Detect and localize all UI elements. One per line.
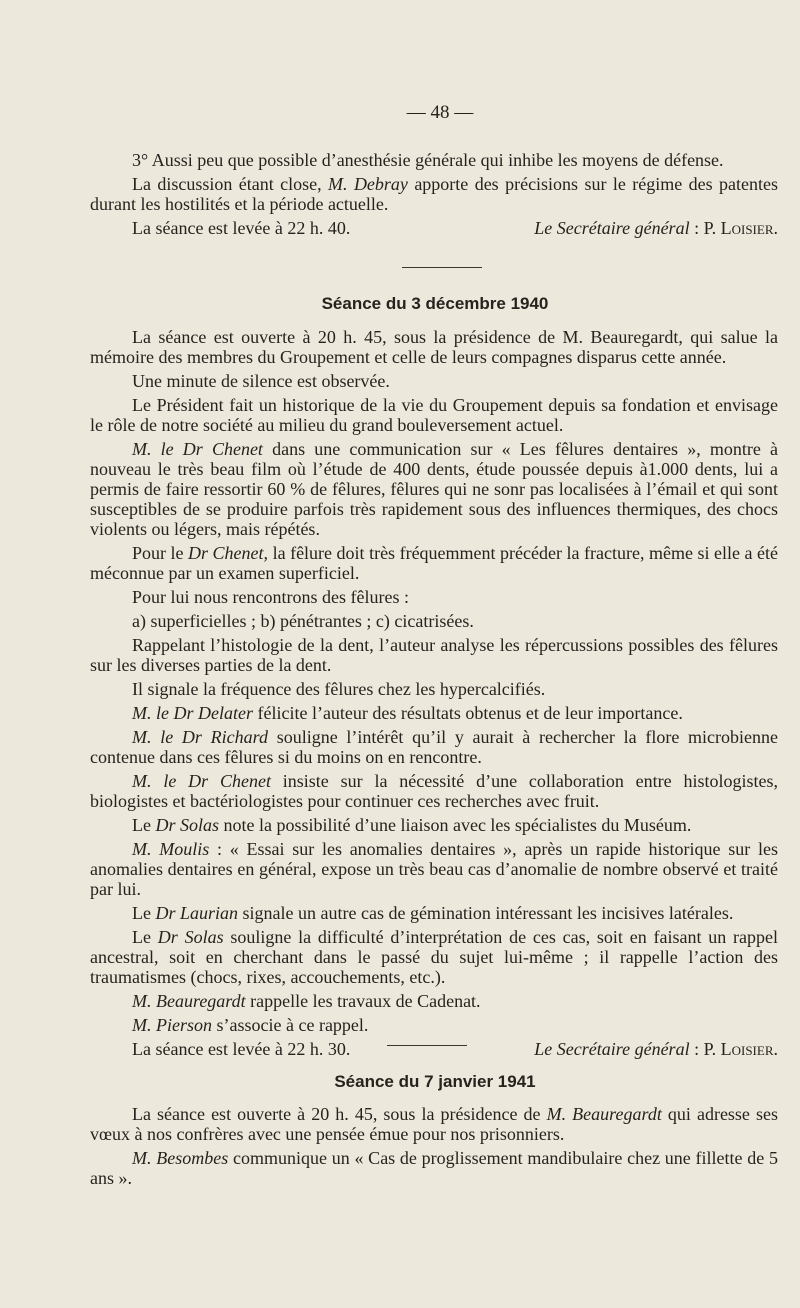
paragraph: M. Moulis : « Essai sur les anomalies dentaires », après un rapide historique sur les anomalies dentaires en général, expose un très beau cas d’anomalie de nombre observé et traité par lui. bbox=[90, 839, 779, 899]
paragraph: Le Dr Solas souligne la difficulté d’interprétation de ces cas, soit en faisant un rappel ancestral, soit en cherchant dans le passé du sujet lui-même ; il rappelle l’action des traumatismes (chocs, rixes, accouchements, etc.). bbox=[90, 927, 778, 987]
paragraph: Pour le Dr Chenet, la fêlure doit très fréquemment précéder la fracture, même si elle a été méconnue par un examen superficiel. bbox=[90, 543, 778, 583]
paragraph: M. le Dr Delater félicite l’auteur des résultats obtenus et de leur importance. bbox=[132, 703, 683, 723]
closing-time: La séance est levée à 22 h. 30. bbox=[132, 1039, 351, 1059]
paragraph: Il signale la fréquence des fêlures chez les hypercalcifiés. bbox=[132, 679, 546, 699]
paragraph: M. le Dr Chenet insiste sur la nécessité d’une collaboration entre histologistes, biologistes et bactériologistes pour continuer ces recherches avec fruit. bbox=[90, 771, 778, 811]
paragraph: La discussion étant close, M. Debray apporte des précisions sur le régime des patentes durant les hostilités et la période actuelle. bbox=[90, 174, 778, 214]
closing-line bbox=[90, 218, 778, 238]
session-january-1941 bbox=[90, 1104, 778, 1192]
previous-session-end bbox=[90, 150, 778, 242]
paragraph: M. Beauregardt rappelle les travaux de Cadenat. bbox=[132, 991, 481, 1011]
paragraph: Une minute de silence est observée. bbox=[132, 371, 390, 391]
signature: Le Secrétaire général : P. Loisier. bbox=[534, 218, 778, 238]
paragraph: Pour lui nous rencontrons des fêlures : bbox=[132, 587, 409, 607]
closing-time: La séance est levée à 22 h. 40. bbox=[132, 218, 351, 238]
paragraph: a) superficielles ; b) pénétrantes ; c) cicatrisées. bbox=[132, 611, 474, 631]
section-divider bbox=[402, 267, 482, 268]
paragraph: 3° Aussi peu que possible d’anesthésie générale qui inhibe les moyens de défense. bbox=[132, 150, 724, 170]
closing-line bbox=[90, 1039, 778, 1059]
paragraph: M. Besombes communique un « Cas de proglissement mandibulaire chez une fillette de 5 ans ». bbox=[90, 1148, 778, 1188]
paragraph: La séance est ouverte à 20 h. 45, sous la présidence de M. Beauregardt qui adresse ses vœux à nos confrères avec une pensée émue pour nos prisonniers. bbox=[90, 1104, 778, 1144]
section-divider bbox=[387, 1045, 467, 1046]
paragraph: Le Président fait un historique de la vie du Groupement depuis sa fondation et envisage le rôle de notre société au milieu du grand bouleversement actuel. bbox=[90, 395, 778, 435]
section-heading: Séance du 3 décembre 1940 bbox=[321, 294, 549, 313]
page-number: — 48 — bbox=[406, 102, 474, 123]
session-december-1940 bbox=[90, 327, 778, 1063]
paragraph: La séance est ouverte à 20 h. 45, sous la présidence de M. Beauregardt, qui salue la mémoire des membres du Groupement et celle de leurs compagnes disparus cette année. bbox=[90, 327, 778, 367]
paragraph: M. le Dr Richard souligne l’intérêt qu’il y aurait à rechercher la flore microbienne contenue dans ces fêlures si du moins on en rencontre. bbox=[90, 727, 778, 767]
signature: Le Secrétaire général : P. Loisier. bbox=[534, 1039, 778, 1059]
paragraph: Le Dr Laurian signale un autre cas de gémination intéressant les incisives latérales. bbox=[132, 903, 734, 923]
paragraph: Rappelant l’histologie de la dent, l’auteur analyse les répercussions possibles des fêlures sur les diverses parties de la dent. bbox=[90, 635, 778, 675]
section-heading: Séance du 7 janvier 1941 bbox=[334, 1072, 536, 1091]
paragraph: M. Pierson s’associe à ce rappel. bbox=[132, 1015, 369, 1035]
paragraph: Le Dr Solas note la possibilité d’une liaison avec les spécialistes du Muséum. bbox=[132, 815, 692, 835]
paragraph: M. le Dr Chenet dans une communication sur « Les fêlures dentaires », montre à nouveau le très beau film où l’étude de 400 dents, étude poussée depuis à1.000 dents, lui a permis de faire ressortir 60 % de fêlures, fêlures qui ne sonr pas localisées à l’émail et qui sont susceptibles de se produire parfois très rapidement sous des influences thermiques, des chocs violents ou légers, mais répétés. bbox=[90, 439, 778, 539]
